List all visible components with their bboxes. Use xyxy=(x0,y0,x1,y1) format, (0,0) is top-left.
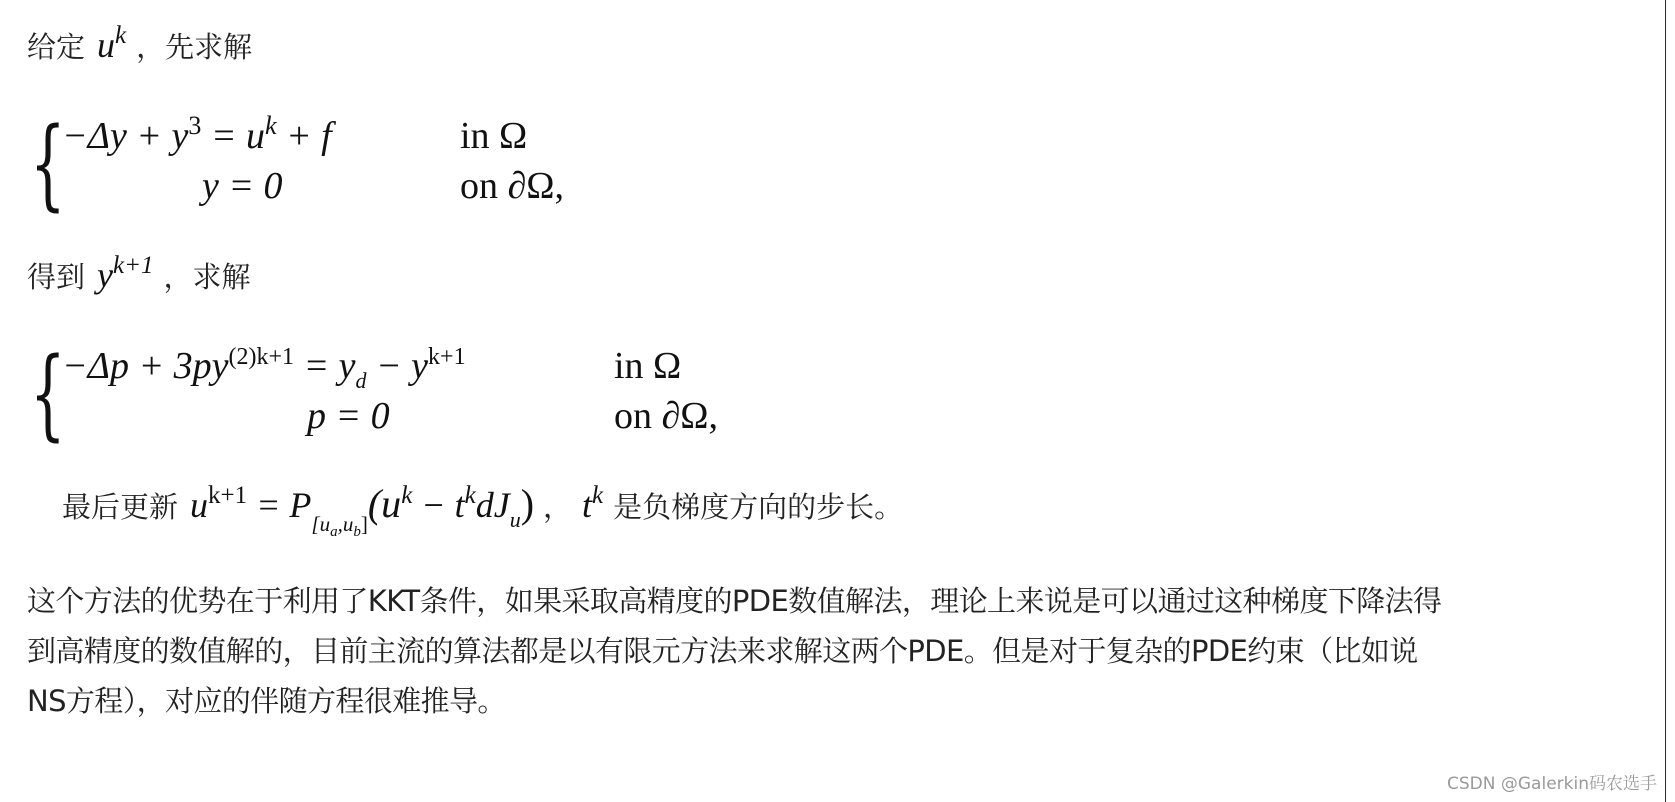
paragraph-line-2-text: 到高精度的数值解的，目前主流的算法都是以有限元方法来求解这两个PDE。但是对于复杂的PDE约束（比如说 xyxy=(27,634,1418,668)
paragraph-line-3-text: NS方程），对应的伴随方程很难推导。 xyxy=(27,684,506,718)
math-k1-sup: k+1 xyxy=(113,252,154,279)
upd-u-sup: k+1 xyxy=(208,482,248,509)
system1-row1-equation xyxy=(62,111,332,158)
intro-text-suffix: ，先求解 xyxy=(136,30,253,64)
system1-row2-equation: y = 0 xyxy=(202,165,283,207)
upd-proj-b: b xyxy=(353,524,361,541)
upd-eq: = P xyxy=(247,485,312,525)
paragraph-line-1-text: 这个方法的优势在于利用了KKT条件，如果采取高精度的PDE数值解法，理论上来说是可以通过这种梯度下降法得 xyxy=(27,584,1442,618)
system2-left-brace: { xyxy=(30,338,66,452)
update-formula xyxy=(190,481,543,541)
sys1-r1-exp: 3 xyxy=(188,111,202,140)
upd-tk-sup: k xyxy=(464,482,476,509)
system1-left-brace: { xyxy=(30,108,66,222)
upd-dj-sub: u xyxy=(509,507,521,532)
math-k-sup: k xyxy=(115,22,127,49)
system2-row1-condition: in Ω xyxy=(614,345,682,387)
sys2-r1-minus: − y xyxy=(366,345,429,387)
sys2-r1-sub: d xyxy=(355,368,367,393)
upd-proj-open: [u xyxy=(311,512,331,536)
explanation-paragraph xyxy=(27,576,1627,726)
upd-t-sup: k xyxy=(592,482,604,509)
sys2-r1-lhs: −Δp + 3py xyxy=(62,345,229,387)
upd-proj-close: ] xyxy=(360,512,368,536)
intro-line-1 xyxy=(27,24,252,66)
upd-uk-sup: k xyxy=(401,482,413,509)
page-right-border xyxy=(1665,0,1666,802)
math-uk xyxy=(97,22,127,65)
system2-row2-condition: on ∂Ω, xyxy=(614,395,719,437)
update-comma: ， xyxy=(543,490,573,524)
system2-row2-equation: p = 0 xyxy=(307,395,390,437)
upd-t: t xyxy=(582,485,593,525)
upd-open: (u xyxy=(367,481,402,526)
intro2-text-suffix: ，求解 xyxy=(163,260,251,294)
csdn-watermark: CSDN @Galerkin码农选手 xyxy=(1447,774,1657,794)
sys1-r1-exp2: k xyxy=(264,111,277,140)
math-u: u xyxy=(97,25,116,65)
sys2-r1-mid: = y xyxy=(294,345,356,387)
sys1-r1-mid: = u xyxy=(201,115,265,157)
sys2-r1-exp: (2)k+1 xyxy=(228,344,294,370)
system1-row2-condition: on ∂Ω, xyxy=(460,165,565,207)
system2-row1-equation xyxy=(62,344,466,393)
upd-close: ) xyxy=(520,481,535,526)
math-yk1 xyxy=(97,252,154,295)
upd-dj: dJ xyxy=(475,485,510,525)
upd-proj-sub xyxy=(311,512,368,541)
update-tk xyxy=(582,482,604,525)
sys1-r1-lhs: −Δy + y xyxy=(62,115,189,157)
sys2-r1-exp2: k+1 xyxy=(428,344,466,370)
update-line xyxy=(62,480,904,541)
upd-u: u xyxy=(190,485,209,525)
intro2-text-prefix: 得到 xyxy=(27,260,86,294)
sys1-r1-rhs: + f xyxy=(276,115,332,157)
math-y: y xyxy=(97,255,113,295)
system1-row1-condition: in Ω xyxy=(460,115,528,157)
update-prefix: 最后更新 xyxy=(62,490,179,524)
paragraph-line-1 xyxy=(27,576,1627,626)
upd-proj-a: a xyxy=(330,524,338,541)
upd-proj-comma: ,u xyxy=(337,512,354,536)
paragraph-line-3 xyxy=(27,676,1627,726)
upd-minus-t: − t xyxy=(412,485,465,525)
intro-line-2 xyxy=(27,254,250,296)
update-suffix: 是负梯度方向的步长。 xyxy=(613,490,904,524)
paragraph-line-2 xyxy=(27,626,1627,676)
intro-text-prefix: 给定 xyxy=(27,30,86,64)
